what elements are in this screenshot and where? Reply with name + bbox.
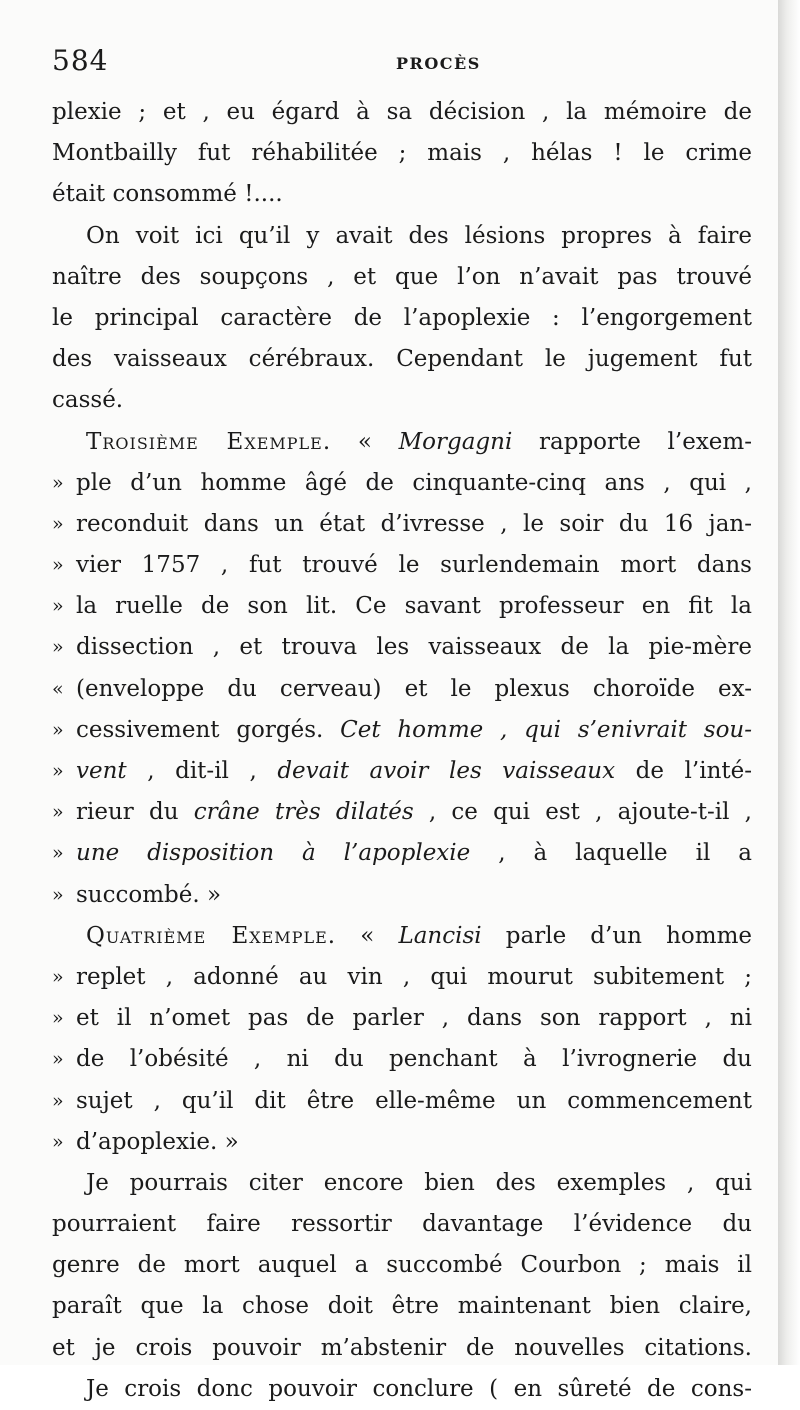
text-line [52, 1039, 752, 1080]
text-line [52, 1163, 752, 1204]
italic-text: devait avoir les vaisseaux [277, 758, 616, 784]
text-segment: cessivement gorgés. [76, 716, 341, 743]
text-line [52, 1328, 752, 1369]
quote-mark: » [52, 512, 64, 535]
text-line [52, 833, 752, 874]
italic-text: Cet homme , qui s’enivrait sou- [340, 716, 752, 743]
text-segment: pourraient faire ressortir davantage l’évidence du [52, 1211, 752, 1238]
running-head: PROCÈS [396, 54, 481, 73]
text-segment: de l’obésité , ni du penchant à l’ivrognerie du [76, 1046, 752, 1073]
page-number: 584 [52, 44, 109, 77]
text-segment: le principal caractère de l’apoplexie : l’engorgement [52, 304, 752, 331]
text-segment: rapporte l’exem- [512, 428, 752, 455]
text-line [52, 174, 752, 215]
text-line [52, 751, 752, 792]
quote-mark: » [52, 883, 64, 906]
text-segment: On voit ici qu’il y avait des lésions propres à faire [86, 222, 752, 249]
section-heading: Troisième Exemple. [86, 428, 332, 455]
text-segment: la ruelle de son lit. Ce savant professeur en fit la [76, 593, 752, 620]
text-segment: , ce qui est , ajoute-t-il , [413, 799, 752, 826]
text-line [52, 586, 752, 627]
body-text [52, 92, 752, 1410]
text-line [52, 298, 752, 339]
text-line [52, 1245, 752, 1286]
text-line [52, 1122, 752, 1163]
text-line [52, 627, 752, 668]
text-segment: vier 1757 , fut trouvé le surlendemain mort dans [76, 552, 752, 579]
quote-mark: » [52, 801, 64, 824]
text-segment: dissection , et trouva les vaisseaux de la pie-mère [76, 634, 752, 661]
page-gutter-shadow [778, 0, 800, 1365]
text-line [52, 875, 752, 916]
italic-text: crâne très dilatés [193, 799, 414, 826]
text-line [52, 1081, 752, 1122]
text-segment: succombé. » [76, 881, 222, 908]
quote-mark: » [52, 554, 64, 577]
italic-text: Morgagni [398, 428, 513, 455]
text-segment: « [336, 922, 399, 949]
text-segment: et il n’omet pas de parler , dans son rapport , ni [76, 1005, 752, 1032]
text-segment: genre de mort auquel a succombé Courbon ; mais il [52, 1252, 752, 1279]
quote-mark: » [52, 1089, 64, 1112]
text-segment: était consommé !.... [52, 181, 283, 208]
text-line [52, 92, 752, 133]
quote-mark: » [52, 1130, 64, 1153]
text-line [52, 133, 752, 174]
text-line [52, 916, 752, 957]
text-segment: naître des soupçons , et que l’on n’avait pas trouvé [52, 263, 752, 290]
text-segment: Je crois donc pouvoir conclure ( en sûreté de cons- [86, 1375, 752, 1402]
text-segment: , à laquelle il a [470, 840, 752, 867]
text-line [52, 380, 752, 421]
text-line [52, 216, 752, 257]
text-line [52, 998, 752, 1039]
text-segment: rieur du [76, 799, 194, 826]
text-line [52, 257, 752, 298]
quote-mark: » [52, 595, 64, 618]
quote-mark: » [52, 760, 64, 782]
quote-mark: » [52, 718, 64, 741]
text-line [52, 463, 752, 504]
text-line [52, 1369, 752, 1410]
quote-mark: » [52, 1048, 64, 1071]
text-segment: reconduit dans un état d’ivresse , le soir du 16 jan- [76, 510, 752, 537]
text-line [52, 1204, 752, 1245]
text-segment: paraît que la chose doit être maintenant bien claire, [52, 1293, 752, 1320]
text-segment: sujet , qu’il dit être elle-même un commencement [76, 1087, 752, 1114]
text-segment: replet , adonné au vin , qui mourut subitement ; [76, 963, 752, 990]
quote-mark: « [52, 677, 64, 700]
quote-mark: » [52, 636, 64, 659]
text-line [52, 339, 752, 380]
italic-text: Lancisi [398, 922, 482, 949]
section-heading: Quatrième Exemple. [86, 922, 337, 949]
text-line [52, 957, 752, 998]
text-segment: (enveloppe du cerveau) et le plexus choroïde ex- [76, 675, 752, 702]
text-segment: d’apoplexie. » [76, 1128, 239, 1155]
quote-mark: » [52, 1007, 64, 1030]
text-segment: des vaisseaux cérébraux. Cependant le jugement fut [52, 346, 752, 373]
text-line [52, 1286, 752, 1327]
text-line [52, 504, 752, 545]
text-line [52, 710, 752, 751]
quote-mark: » [52, 471, 64, 494]
text-line [52, 545, 752, 586]
italic-text: une disposition à l’apoplexie [76, 840, 471, 867]
text-segment: plexie ; et , eu égard à sa décision , la mémoire de [52, 99, 752, 125]
page-header [52, 44, 752, 84]
text-segment: « [331, 428, 399, 455]
text-segment: de l’inté- [615, 758, 753, 784]
text-segment: Je pourrais citer encore bien des exemples , qui [86, 1169, 752, 1196]
text-segment: ple d’un homme âgé de cinquante-cinq ans , qui , [76, 469, 752, 496]
text-segment: , dit-il , [126, 758, 278, 784]
text-segment: cassé. [52, 387, 124, 414]
text-segment: Montbailly fut réhabilitée ; mais , hélas ! le crime [52, 140, 752, 167]
text-line [52, 669, 752, 710]
quote-mark: » [52, 965, 64, 988]
text-segment: et je crois pouvoir m’abstenir de nouvelles citations. [52, 1334, 752, 1361]
quote-mark: » [52, 842, 64, 865]
text-segment: parle d’un homme [481, 922, 752, 949]
text-line [52, 422, 752, 463]
italic-text: vent [76, 758, 127, 784]
text-line [52, 792, 752, 833]
